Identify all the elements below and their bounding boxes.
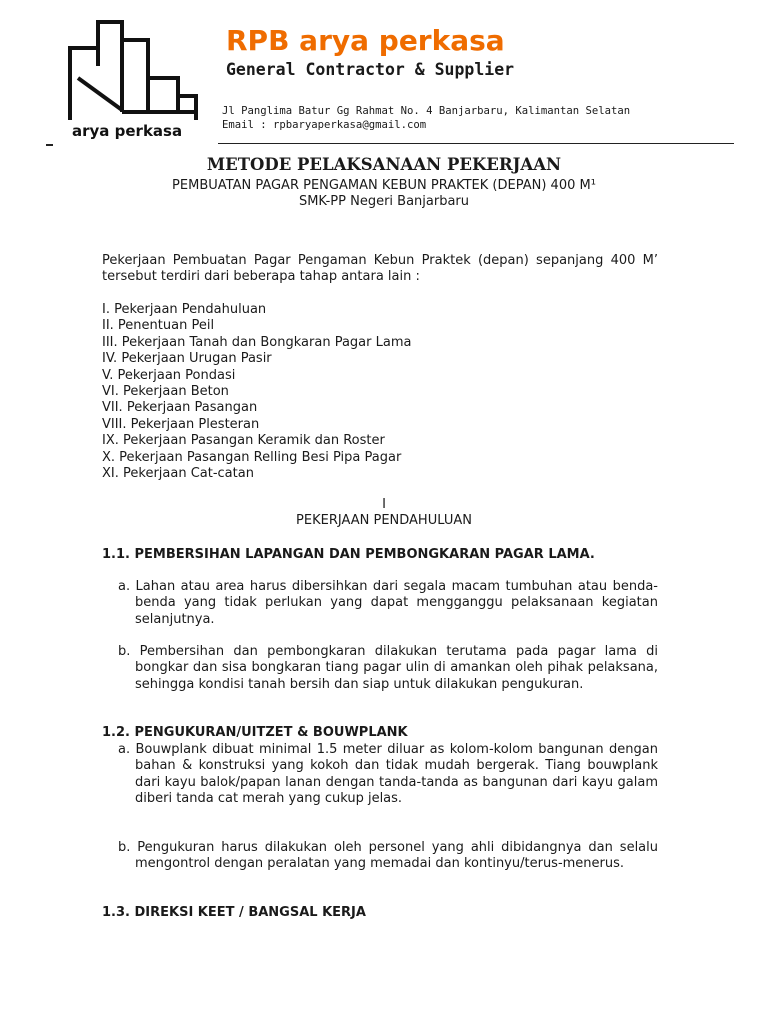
stage-item: I. Pekerjaan Pendahuluan [102,302,267,317]
subsection-1-1-item-a: a. Lahan atau area harus dibersihkan dari segala macam tumbuhan atau benda-benda yang tidak perlukan yang dapat mengganggu pelaksanaan kegiatan selanjutnya. [118,579,658,627]
stage-item: IX. Pekerjaan Pasangan Keramik dan Roster [102,433,385,449]
stage-item: V. Pekerjaan Pondasi [102,367,236,383]
company-logo [66,18,218,142]
company-email: Email : rpbaryaperkasa@gmail.com [222,119,427,131]
subsection-1-2-item-b: b. Pengukuran harus dilakukan oleh personel yang ahli dibidangnya dan selalu mengontrol dengan peralatan yang memadai dan kontinyu/terus-menerus. [118,840,658,872]
document-subtitle-school: SMK-PP Negeri Banjarbaru [298,194,470,209]
company-tagline: General Contractor & Supplier [226,60,515,79]
intro-paragraph: Pekerjaan Pembuatan Pagar Pengaman Kebun Praktek (depan) sepanjang 400 M’ tersebut terdiri dari beberapa tahap antara lain : [102,253,658,285]
company-address: Jl Panglima Batur Gg Rahmat No. 4 Banjarbaru, Kalimantan Selatan [222,105,631,117]
logo-mark-icon [66,18,218,122]
stage-item: III. Pekerjaan Tanah dan Bongkaran Pagar Lama [102,334,412,350]
subsection-heading-1-2: 1.2. PENGUKURAN/UITZET & BOUWPLANK [102,725,408,740]
section-title: PEKERJAAN PENDAHULUAN [296,513,472,528]
company-name: RPB arya perkasa [226,24,505,57]
logo-wordmark: arya perkasa [72,122,183,140]
header-dash [46,144,53,146]
subsection-heading-1-3: 1.3. DIREKSI KEET / BANGSAL KERJA [102,905,366,920]
subsection-heading-1-1: 1.1. PEMBERSIHAN LAPANGAN DAN PEMBONGKARAN PAGAR LAMA. [102,547,595,562]
subsection-1-2-item-a: a. Bouwplank dibuat minimal 1.5 meter diluar as kolom-kolom bangunan dengan bahan & konstruksi yang kokoh dan tidak mudah bergerak. Tiang bouwplank dari kayu balok/papan lanan dengan tanda-tanda as bangunan dari kayu galam diberi tanda cat merah yang cukup jelas. [118,742,658,807]
stage-list [102,302,411,482]
subsection-1-1-item-b: b. Pembersihan dan pembongkaran dilakukan terutama pada pagar lama di bongkar dan sisa bongkaran tiang pagar ulin di amankan oleh pihak pelaksana, sehingga kondisi tanah bersih dan siap untuk dilakukan pengukuran. [118,644,658,692]
document-subtitle-project: PEMBUATAN PAGAR PENGAMAN KEBUN PRAKTEK (DEPAN) 400 M¹ [172,178,596,193]
stage-item: VI. Pekerjaan Beton [102,384,229,400]
section-number: I [382,497,386,512]
stage-item: II. Penentuan Peil [102,318,215,334]
stage-item: VIII. Pekerjaan Plesteran [102,416,260,432]
document-title: METODE PELAKSANAAN PEKERJAAN [206,155,562,174]
stage-item: VII. Pekerjaan Pasangan [102,400,258,416]
header-divider [218,143,734,144]
company-contact [222,104,630,132]
stage-item: XI. Pekerjaan Cat-catan [102,466,254,482]
stage-item: IV. Pekerjaan Urugan Pasir [102,351,272,367]
stage-item: X. Pekerjaan Pasangan Relling Besi Pipa Pagar [102,449,402,465]
